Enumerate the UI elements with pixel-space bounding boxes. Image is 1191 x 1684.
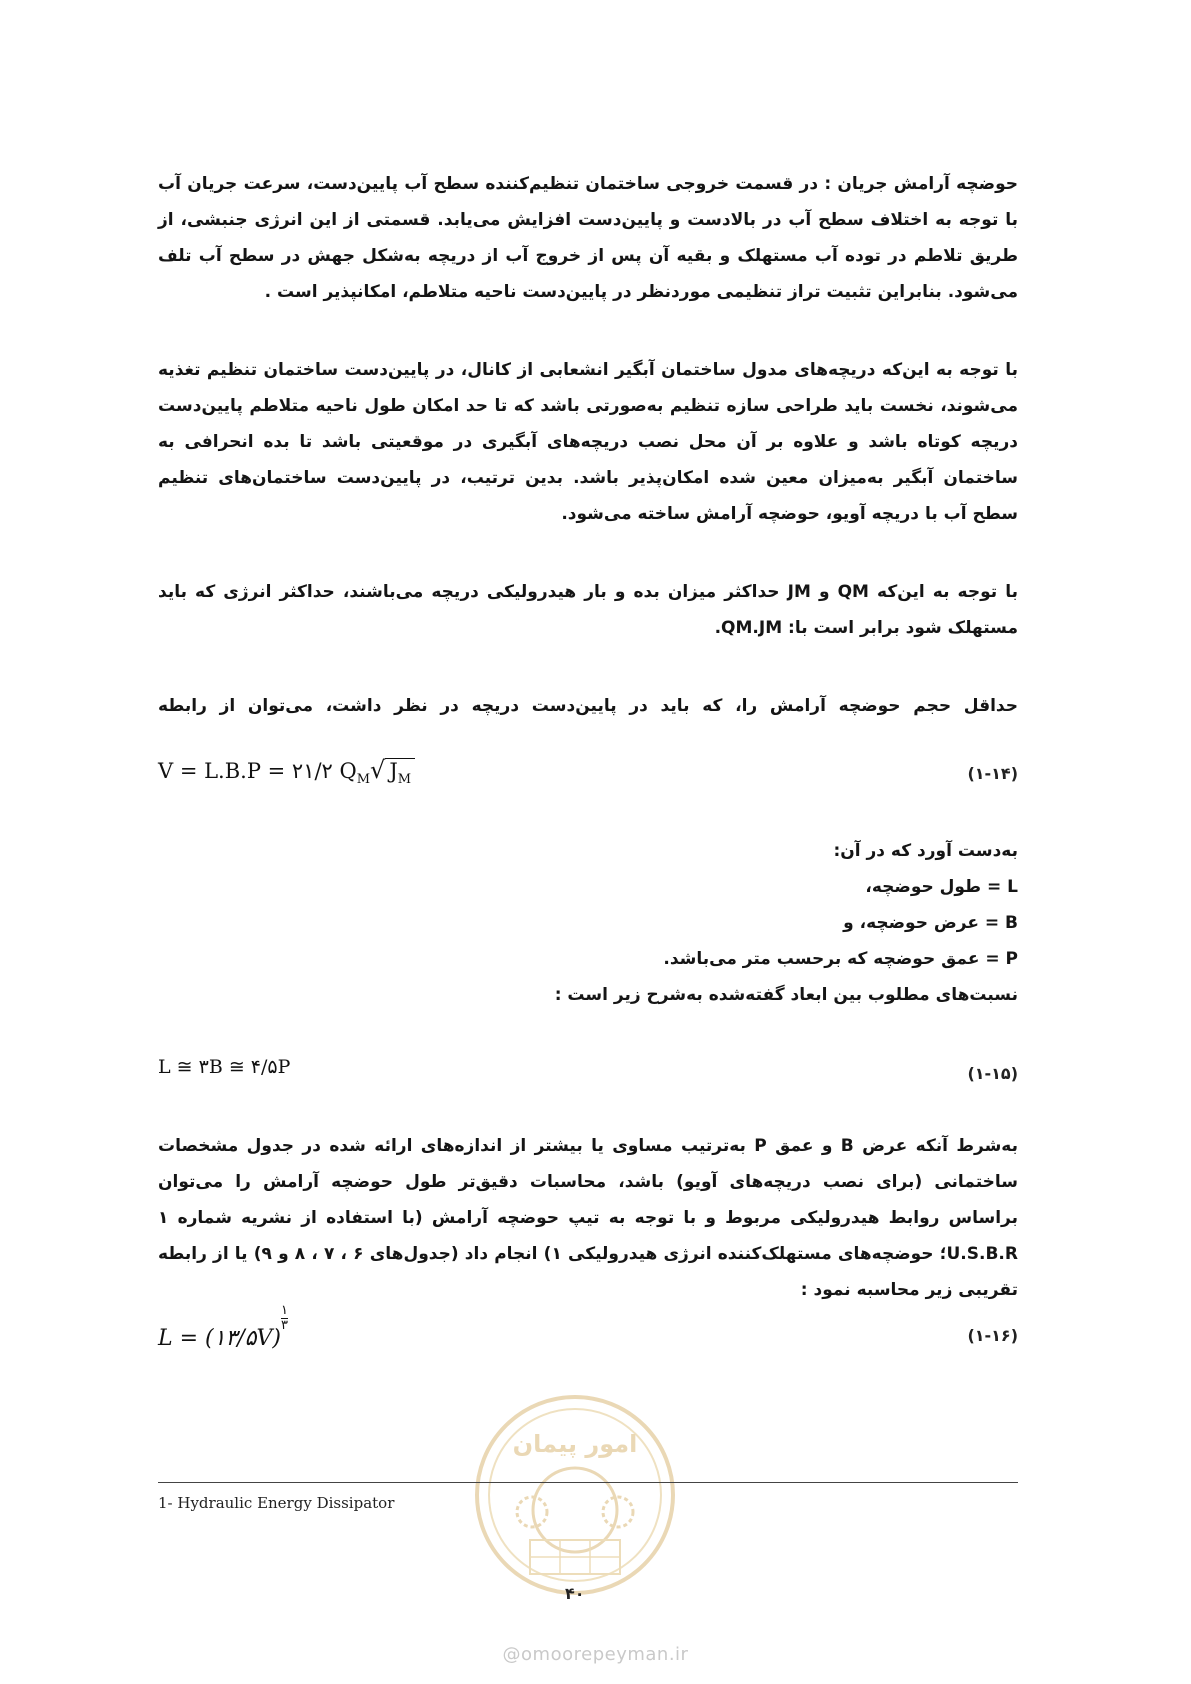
footnote-divider [158,1482,1018,1483]
paragraph-stilling-basin: حوضچه آرامش جریان : در قسمت خروجی ساختمان تنظیم‌کننده سطح آب پایین‌دست، سرعت جریان آب با توجه به اختلاف سطح آب در بالادست و پایین‌دست افزایش می‌یابد. قسمتی از این انرژی جنبشی، از طریق تلاطم در توده آب مستهلک و بقیه آن پس از خروج آب از دریچه به‌شکل جهش در سطح آب تلف می‌شود. بنابراین تثبیت تراز تنظیمی موردنظر در پایین‌دست ناحیه متلاطم، امکانپذیر است . [158,174,1018,302]
equation-16-number: (۱-۱۶) [967,1326,1018,1345]
definition-l: L = طول حوضچه، [865,877,1018,897]
paragraph-basin-length: به‌شرط آنکه عرض B و عمق P به‌ترتیب مساوی یا بیشتر از اندازه‌های ارائه شده در جدول مشخصات ساختمانی (برای نصب دریچه‌های آویو) باشد، محاسبات دقیق‌تر طول حوضچه آرامش را می‌توان براساس روابط هیدرولیکی مربوط و با توجه به تیپ حوضچه آرامش (با استفاده از نشریه شماره ۱ U.S.B.R؛ حوضچه‌های مستهلک‌کننده انرژی هیدرولیکی ۱) انجام داد (جدول‌های ۶ ، ۷ ، ۸ و ۹) یا از رابطه تقریبی زیر محاسبه نمود : [158,1136,1018,1300]
watermark-seal-icon [470,1390,680,1600]
equation-16-body: L = (۱۳/۵V) [158,1326,281,1351]
definitions-intro: به‌دست آورد که در آن: [833,841,1018,861]
ratio-intro: نسبت‌های مطلوب بین ابعاد گفته‌شده به‌شرح زیر است : [554,985,1018,1005]
equation-16-exp-den: ۳ [280,1318,288,1333]
definition-p: P = عمق حوضچه که برحسب متر می‌باشد. [663,949,1018,969]
page-number: ۴۰ [565,1584,585,1603]
footnote: 1- Hydraulic Energy Dissipator [158,1494,395,1512]
equation-14-sub-j: M [397,772,412,788]
watermark-url: @omoorepeyman.ir [502,1644,689,1665]
equation-14: V = L.B.P = ۲۱/۲ $Q_M√$ $J_M$ [158,756,415,787]
equation-15-number: (۱-۱۵) [967,1064,1018,1083]
equation-14-radicand: J [389,759,398,783]
watermark-seal-text: امور پیمان [512,1430,638,1458]
equation-14-sub-q: M [356,772,371,788]
paragraph-min-volume: حداقل حجم حوضچه آرامش را، که باید در پایین‌دست دریچه در نظر داشت، می‌توان از رابطه [158,696,1018,716]
equation-14-lhs: V = L.B.P = ۲۱/۲ Q [158,759,357,783]
equation-16-exp-num: ۱ [280,1303,288,1318]
equation-15: L ≅ ۳B ≅ ۴/۵P [158,1056,291,1078]
equation-14-number: (۱-۱۴) [967,764,1018,783]
paragraph-max-energy: با توجه به این‌که QM و JM حداکثر میزان بده و بار هیدرولیکی دریچه می‌باشند، حداکثر انرژی که باید مستهلک شود برابر است با: QM.JM. [158,582,1018,638]
equation-16 [158,1303,288,1351]
definition-b: B = عرض حوضچه، و [843,913,1018,933]
paragraph-gate-modules: با توجه به این‌که دریچه‌های مدول ساختمان آبگیر انشعابی از کانال، در پایین‌دست ساختمان تنظیم تغذیه می‌شوند، نخست باید طراحی سازه تنظیم به‌صورتی باشد که تا حد امکان طول ناحیه متلاطم پایین‌دست دریچه کوتاه باشد و علاوه بر آن محل نصب دریچه‌های آبگیری در موقعیتی باشد تا بده انحرافی به ساختمان آبگیر به‌میزان معین شده امکان‌پذیر باشد. بدین ترتیب، در پایین‌دست ساختمان‌های تنظیم سطح آب با دریچه آویو، حوضچه آرامش ساخته می‌شود. [158,360,1018,524]
